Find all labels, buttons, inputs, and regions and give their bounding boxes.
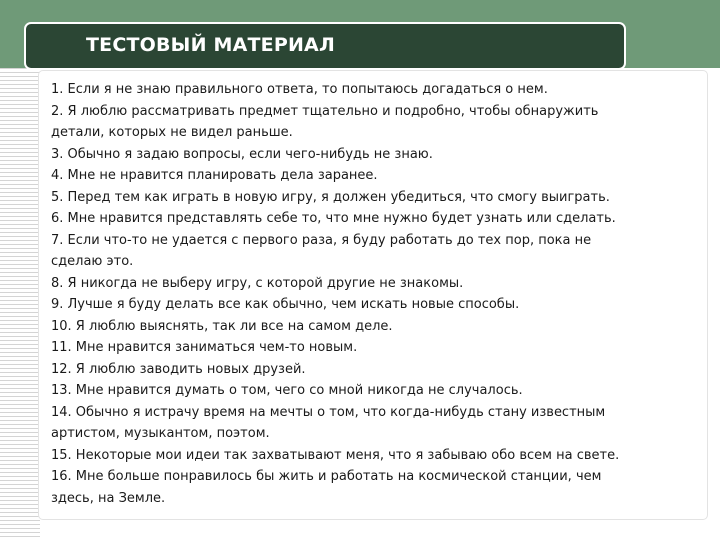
item-line: детали, которых не видел раньше. — [51, 125, 293, 140]
list-item — [51, 466, 601, 509]
decorative-stripes — [0, 68, 40, 540]
list-item — [51, 294, 519, 316]
item-line: 4. Мне не нравится планировать дела заранее. — [51, 168, 378, 183]
list-item — [51, 316, 393, 338]
title-bar — [24, 22, 626, 70]
item-line: сделаю это. — [51, 254, 134, 269]
item-line: 13. Мне нравится думать о том, чего со мной никогда не случалось. — [51, 383, 523, 398]
list-item — [51, 445, 619, 467]
item-line: 9. Лучше я буду делать все как обычно, чем искать новые способы. — [51, 297, 520, 312]
list-item — [51, 359, 306, 381]
item-line: 8. Я никогда не выберу игру, с которой другие не знакомы. — [51, 275, 464, 291]
list-item — [51, 208, 616, 230]
list-item — [51, 337, 357, 359]
item-line: 16. Мне больше понравилось бы жить и работать на космической станции, чем — [51, 469, 602, 484]
page-title: ТЕСТОВЫЙ МАТЕРИАЛ — [86, 34, 335, 56]
item-line: артистом, музыкантом, поэтом. — [51, 426, 270, 441]
item-line: 1. Если я не знаю правильного ответа, то попытаюсь догадаться о нем. — [51, 82, 548, 97]
list-item — [51, 380, 523, 402]
list-item — [51, 187, 610, 209]
item-line: 5. Перед тем как играть в новую игру, я должен убедиться, что смогу выиграть. — [51, 189, 610, 205]
list-item — [51, 165, 378, 187]
item-line: 11. Мне нравится заниматься чем-то новым. — [51, 340, 358, 355]
item-line: 15. Некоторые мои идеи так захватывают меня, что я забываю обо всем на свете. — [51, 447, 620, 463]
item-line: 12. Я люблю заводить новых друзей. — [51, 361, 306, 377]
questionnaire-panel — [38, 70, 708, 520]
item-line: 3. Обычно я задаю вопросы, если чего-нибудь не знаю. — [51, 146, 433, 162]
item-line: 14. Обычно я истрачу время на мечты о том, что когда-нибудь стану известным — [51, 404, 606, 420]
list-item — [51, 230, 591, 273]
item-line: 2. Я люблю рассматривать предмет тщательно и подробно, чтобы обнаружить — [51, 103, 599, 119]
item-line: здесь, на Земле. — [51, 490, 166, 506]
list-item — [51, 273, 463, 295]
list-item — [51, 144, 433, 166]
item-line: 7. Если что-то не удается с первого раза, я буду работать до тех пор, пока не — [51, 232, 592, 248]
list-item — [51, 79, 548, 101]
item-line: 6. Мне нравится представлять себе то, что мне нужно будет узнать или сделать. — [51, 211, 616, 226]
list-item — [51, 101, 598, 144]
list-item — [51, 402, 605, 445]
item-line: 10. Я люблю выяснять, так ли все на самом деле. — [51, 318, 393, 334]
